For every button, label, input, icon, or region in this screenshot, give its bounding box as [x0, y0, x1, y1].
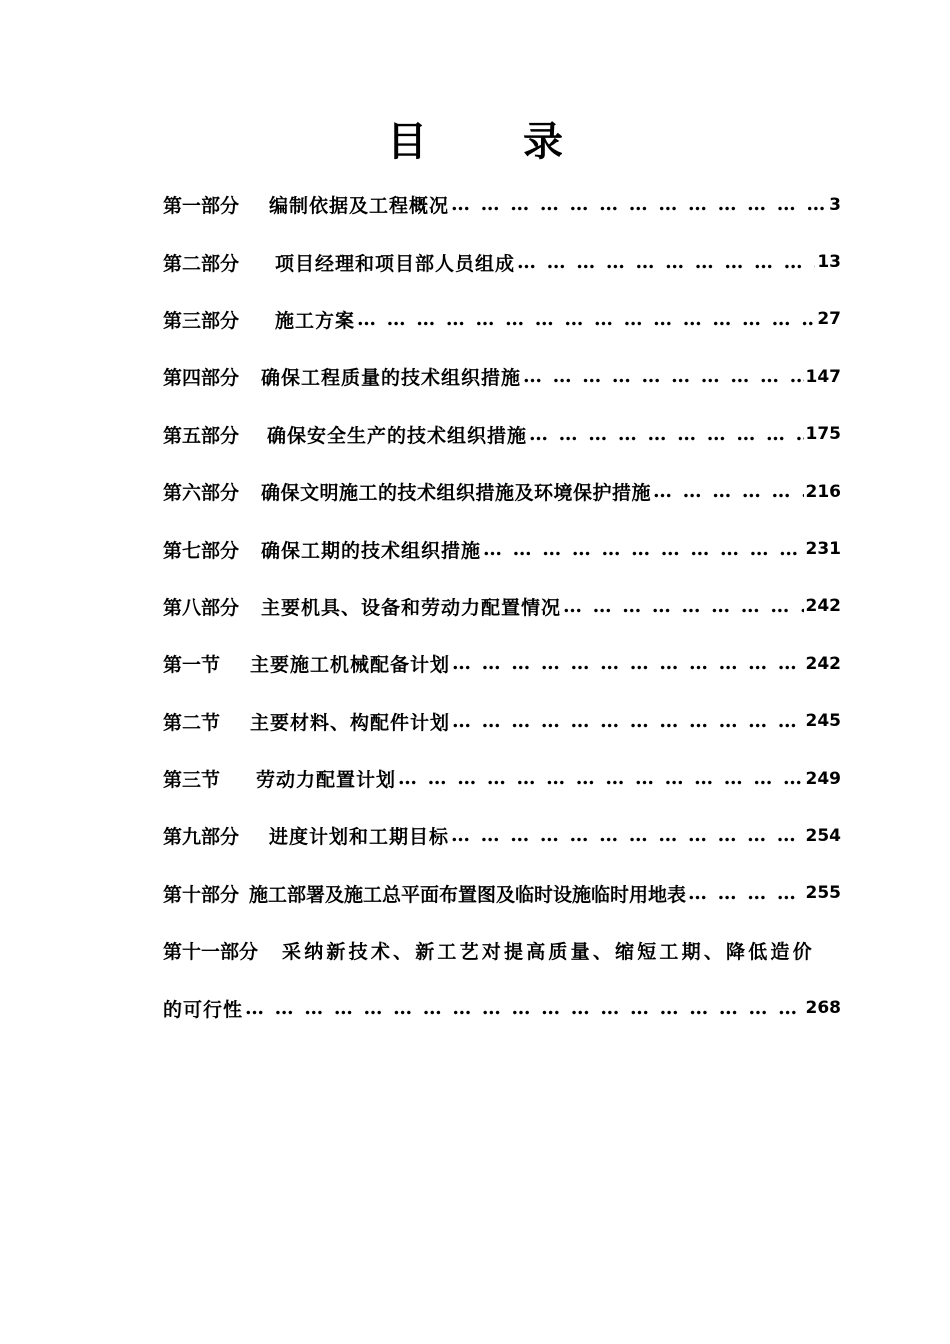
toc-entry-leader	[517, 253, 815, 272]
toc-entry-part-3[interactable]	[163, 291, 841, 348]
toc-entry-leader	[529, 425, 803, 444]
toc-entry-label: 第四部分	[163, 367, 240, 390]
toc-entry-part-2[interactable]	[163, 233, 841, 290]
toc-entry-part-4[interactable]	[163, 348, 841, 405]
toc-entry-page: 242	[805, 596, 841, 617]
toc-entry-part-10[interactable]	[163, 865, 841, 922]
toc-title-char-2: 录	[523, 118, 563, 165]
toc-entry-leader	[452, 654, 803, 673]
toc-entry-part-5[interactable]	[163, 406, 841, 463]
toc-entry-part-7[interactable]	[163, 520, 841, 577]
toc-title	[0, 112, 950, 172]
toc-entry-page: 147	[805, 366, 841, 387]
toc-entry-label: 第八部分	[163, 596, 240, 619]
toc-entry-page: 254	[805, 825, 841, 846]
toc-entry-label: 第三节	[163, 769, 221, 792]
toc-entry-title: 确保文明施工的技术组织措施及环境保护措施	[261, 482, 652, 505]
toc-entry-title: 项目经理和项目部人员组成	[275, 252, 516, 275]
toc-entry-label: 第五部分	[163, 424, 240, 447]
toc-entry-leader	[563, 597, 803, 616]
toc-entry-part-9[interactable]	[163, 807, 841, 864]
toc-entry-title: 的可行性	[163, 998, 244, 1021]
toc-entry-label: 第二节	[163, 711, 221, 734]
toc-entry-title: 确保工期的技术组织措施	[261, 539, 482, 562]
toc-entry-page: 13	[817, 252, 841, 273]
toc-entry-leader	[688, 884, 803, 903]
toc-entry-page: 255	[805, 883, 841, 904]
toc-entry-part-11-continued[interactable]	[163, 979, 841, 1036]
toc-entry-title: 确保工程质量的技术组织措施	[261, 367, 522, 390]
toc-entry-page: 27	[817, 309, 841, 330]
toc-entry-title: 施工部署及施工总平面布置图及临时设施临时用地表	[249, 883, 687, 906]
toc-entry-label: 第二部分	[163, 252, 240, 275]
table-of-contents	[163, 176, 841, 1037]
toc-entry-page: 242	[805, 653, 841, 674]
toc-entry-title: 主要施工机械配备计划	[250, 654, 451, 677]
toc-entry-part-8[interactable]	[163, 578, 841, 635]
toc-entry-page: 249	[805, 768, 841, 789]
toc-entry-leader	[398, 769, 803, 788]
toc-entry-part-6[interactable]	[163, 463, 841, 520]
toc-entry-page: 245	[805, 711, 841, 732]
toc-entry-page: 175	[805, 424, 841, 445]
toc-entry-part-1[interactable]	[163, 176, 841, 233]
toc-entry-page: 216	[805, 481, 841, 502]
toc-entry-label: 第十部分	[163, 883, 240, 906]
toc-entry-title: 编制依据及工程概况	[269, 195, 450, 218]
toc-entry-section-1[interactable]	[163, 635, 841, 692]
toc-entry-label: 第十一部分	[163, 941, 259, 964]
toc-entry-leader	[451, 195, 827, 214]
toc-entry-title: 主要机具、设备和劳动力配置情况	[261, 596, 562, 619]
toc-entry-label: 第六部分	[163, 482, 240, 505]
toc-entry-title: 劳动力配置计划	[256, 769, 397, 792]
toc-entry-label: 第一节	[163, 654, 221, 677]
toc-entry-page: 268	[805, 998, 841, 1019]
toc-entry-label: 第七部分	[163, 539, 240, 562]
toc-entry-page: 3	[829, 194, 841, 215]
toc-entry-title: 采纳新技术、新工艺对提高质量、缩短工期、降低造价	[282, 941, 815, 964]
toc-title-char-1: 目	[387, 118, 427, 165]
toc-entry-leader	[245, 999, 803, 1018]
toc-entry-leader	[523, 367, 803, 386]
toc-entry-section-3[interactable]	[163, 750, 841, 807]
toc-entry-title: 确保安全生产的技术组织措施	[267, 424, 528, 447]
toc-entry-leader	[451, 826, 803, 845]
toc-entry-title: 施工方案	[275, 309, 356, 332]
toc-entry-leader	[483, 540, 803, 559]
toc-entry-label: 第一部分	[163, 195, 240, 218]
toc-entry-label: 第三部分	[163, 309, 240, 332]
toc-entry-title: 进度计划和工期目标	[269, 826, 450, 849]
toc-entry-leader	[452, 712, 803, 731]
toc-entry-label: 第九部分	[163, 826, 240, 849]
toc-entry-section-2[interactable]	[163, 693, 841, 750]
toc-entry-title: 主要材料、构配件计划	[250, 711, 451, 734]
toc-entry-leader	[357, 310, 815, 329]
toc-entry-leader	[653, 482, 803, 501]
toc-entry-part-11[interactable]	[163, 922, 841, 979]
toc-entry-page: 231	[805, 539, 841, 560]
